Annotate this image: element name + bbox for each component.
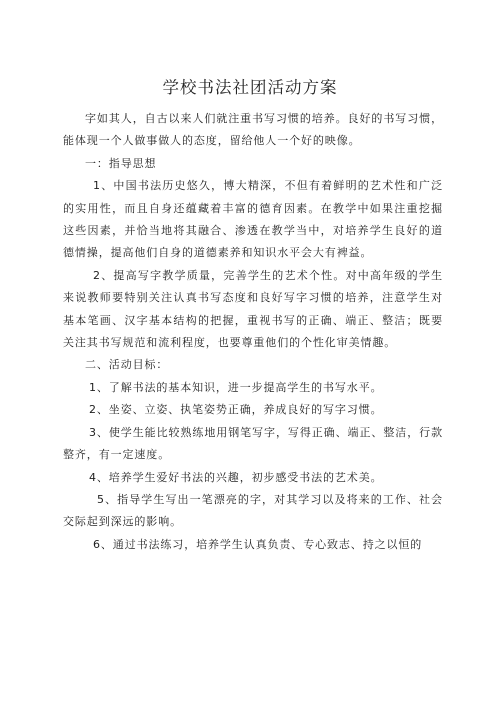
goal-item-3: 3、使学生能比较熟练地用钢笔写字，写得正确、端正、整洁，行款整齐，有一定速度。 (63, 425, 443, 462)
document-title: 学校书法社团活动方案 (162, 78, 338, 97)
heading-activity-goals: 二、活动目标： (85, 358, 169, 372)
document-body (63, 108, 443, 556)
paragraph-ideology-2: 2、提高写字教学质量，完善学生的艺术个性。对中高年级的学生来说教师要特别关注认真书写态度和良好写字习惯的培养，注意学生对基本笔画、汉字基本结构的把握，重视书写的正确、端正、整洁；既要关注其书写规范和流利程度，也要尊重他们的个性化审美情趣。 (63, 268, 443, 350)
goal-item-6: 6、通过书法练习，培养学生认真负责、专心致志、持之以恒的 (93, 537, 423, 551)
goal-item-1: 1、了解书法的基本知识，进一步提高学生的书写水平。 (89, 380, 383, 394)
goal-item-4: 4、培养学生爱好书法的兴趣，初步感受书法的艺术美。 (89, 470, 383, 484)
heading-guiding-ideology: 一：指导思想 (85, 156, 157, 170)
goal-item-5: 5、指导学生写出一笔漂亮的字，对其学习以及将来的工作、社会交际起到深远的影响。 (63, 492, 443, 529)
goal-item-2: 2、坐姿、立姿、执笔姿势正确，养成良好的写字习惯。 (89, 403, 383, 417)
paragraph-ideology-1: 1、中国书法历史悠久，博大精深，不但有着鲜明的艺术性和广泛的实用性，而且自身还蕴藏着丰富的德育因素。在教学中如果注重挖掘这些因素，并恰当地将其融合、渗透在教学当中，对培养学生良好的道德情操，提高他们自身的道德素养和知识水平会大有裨益。 (63, 179, 443, 260)
paragraph-intro: 字如其人，自古以来人们就注重书写习惯的培养。良好的书写习惯，能体现一个人做事做人的态度，留给他人一个好的映像。 (63, 112, 443, 148)
